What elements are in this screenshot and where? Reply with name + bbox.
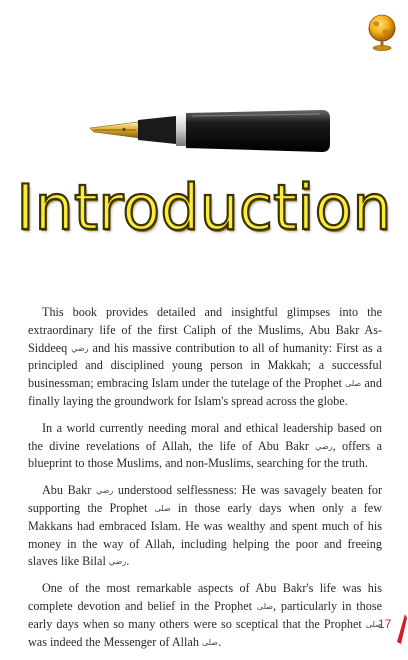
paragraph: In a world currently needing moral and ethical leadership based on the divine revelations of Allah, the life of Abu Bakr رضي, offers a blueprint to those Muslims, and non-Muslims, searching for the truth.	[28, 420, 382, 471]
honorific-glyph: رضي	[71, 343, 89, 353]
honorific-glyph: رضي	[108, 557, 127, 567]
body-text	[28, 304, 382, 660]
honorific-glyph: صلى	[365, 619, 382, 629]
globe-icon	[364, 12, 400, 52]
paragraph: One of the most remarkable aspects of Abu Bakr's life was his complete devotion and belief in the Prophet صلى, particularly in those early days when so many others were so sceptical that the Prophet صلى was indeed the Messenger of Allah صلى.	[28, 581, 382, 649]
honorific-glyph: رضي	[95, 486, 114, 496]
honorific-glyph: صلى	[256, 601, 274, 611]
page-corner-accent	[393, 612, 407, 646]
fountain-pen-icon	[84, 108, 332, 156]
paragraph: This book provides detailed and insightful glimpses into the extraordinary life of the first Caliph of the Muslims, Abu Bakr As-Siddeeq رضي and his massive contribution to all of humanity: First as a principled and disciplined young person in Makkah; a successful businessman; embracing Islam under the tutelage of the Prophet صلى and finally laying the groundwork for Islam's spread across the globe.	[28, 305, 382, 408]
honorific-glyph: صلى	[345, 379, 362, 389]
honorific-glyph: صلى	[201, 637, 219, 647]
page-title: Introduction	[16, 171, 392, 244]
page-number: 17	[378, 617, 392, 631]
honorific-glyph: صلى	[154, 503, 171, 513]
paragraph: Abu Bakr رضي understood selflessness: He was savagely beaten for supporting the Prophet صلى in those early days when only a few Makkans had embraced Islam. He was wealthy and spent much of his money in the way of Allah, including helping the poor and freeing slaves like Bilal رضي.	[28, 483, 382, 569]
honorific-glyph: رضي	[315, 441, 333, 451]
